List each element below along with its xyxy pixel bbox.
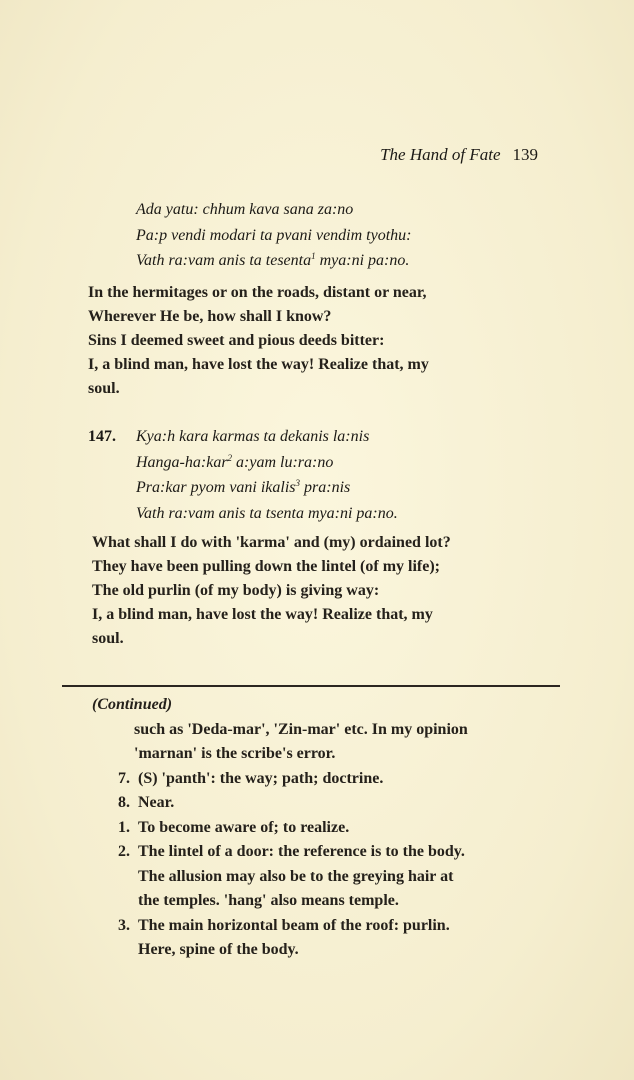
footnote-item bbox=[92, 840, 554, 914]
translation-line: In the hermitages or on the roads, distant or near, bbox=[88, 284, 427, 301]
translation-line: soul. bbox=[88, 380, 120, 397]
footnote-number: 1. bbox=[118, 818, 130, 836]
footnote-text: The lintel of a door: the reference is to the body. The allusion may also be to the greying hair at the temples. 'hang' also means temple. bbox=[138, 843, 465, 909]
translation-line: I, a blind man, have lost the way! Realize that, my bbox=[88, 356, 429, 373]
verse-147 bbox=[88, 424, 548, 526]
continued-label: (Continued) bbox=[92, 696, 173, 713]
translation-line: Sins I deemed sweet and pious deeds bitter: bbox=[88, 332, 385, 349]
verse-line: Ada yatu: chhum kava sana za:no bbox=[136, 201, 354, 218]
translation-line: Wherever He be, how shall I know? bbox=[88, 308, 332, 325]
translation-line: I, a blind man, have lost the way! Realize that, my bbox=[92, 606, 433, 623]
footnote-number: 3. bbox=[118, 916, 130, 934]
footnote-text: The main horizontal beam of the roof: purlin. Here, spine of the body. bbox=[138, 916, 450, 958]
footnote-item bbox=[92, 816, 554, 841]
translation-147 bbox=[92, 531, 552, 651]
verse-line: Pra:kar pyom vani ikalis$^3$ pra:nis bbox=[136, 478, 351, 496]
translation-line: soul. bbox=[92, 630, 124, 647]
translation-line: The old purlin (of my body) is giving way: bbox=[92, 582, 380, 599]
verse-146 bbox=[136, 197, 596, 274]
verse-number: 147. bbox=[88, 428, 116, 445]
footnote-divider bbox=[62, 685, 560, 687]
footnote-item bbox=[92, 914, 554, 963]
footnote-item bbox=[92, 791, 554, 816]
footnotes bbox=[92, 693, 554, 963]
footnote-number: 7. bbox=[118, 769, 130, 787]
footnote-marker: 1 bbox=[311, 251, 316, 261]
running-header bbox=[380, 145, 538, 165]
footnote-text: Near. bbox=[138, 794, 175, 811]
footnote-text: To become aware of; to realize. bbox=[138, 818, 350, 836]
continued-text: such as 'Deda-mar', 'Zin-mar' etc. In my opinion 'marnan' is the scribe's error. bbox=[134, 720, 468, 762]
chapter-title: The Hand of Fate bbox=[380, 145, 501, 164]
page-number: 139 bbox=[512, 145, 538, 164]
footnote-number: 8. bbox=[118, 794, 130, 811]
footnote-list bbox=[92, 767, 554, 963]
translation-line: What shall I do with 'karma' and (my) ordained lot? bbox=[92, 534, 451, 551]
footnote-item bbox=[92, 767, 554, 792]
footnote-marker: 2 bbox=[227, 452, 233, 463]
translation-146 bbox=[88, 281, 548, 401]
verse-line: Kya:h kara karmas ta dekanis la:nis bbox=[136, 428, 370, 445]
translation-line: They have been pulling down the lintel (of my life); bbox=[92, 558, 441, 575]
verse-line: Vath ra:vam anis ta tsenta mya:ni pa:no. bbox=[136, 504, 398, 522]
verse-line: Pa:p vendi modari ta pvani vendim tyothu: bbox=[136, 226, 412, 244]
footnote-text: (S) 'panth': the way; path; doctrine. bbox=[138, 769, 384, 787]
verse-line: Vath ra:vam anis ta tesenta$^1$ mya:ni pa:no. bbox=[136, 251, 410, 269]
footnote-number: 2. bbox=[118, 843, 130, 860]
verse-line: Hanga-ha:kar$^2$ a:yam lu:ra:no bbox=[136, 452, 334, 471]
footnote-marker: 3 bbox=[295, 478, 301, 488]
